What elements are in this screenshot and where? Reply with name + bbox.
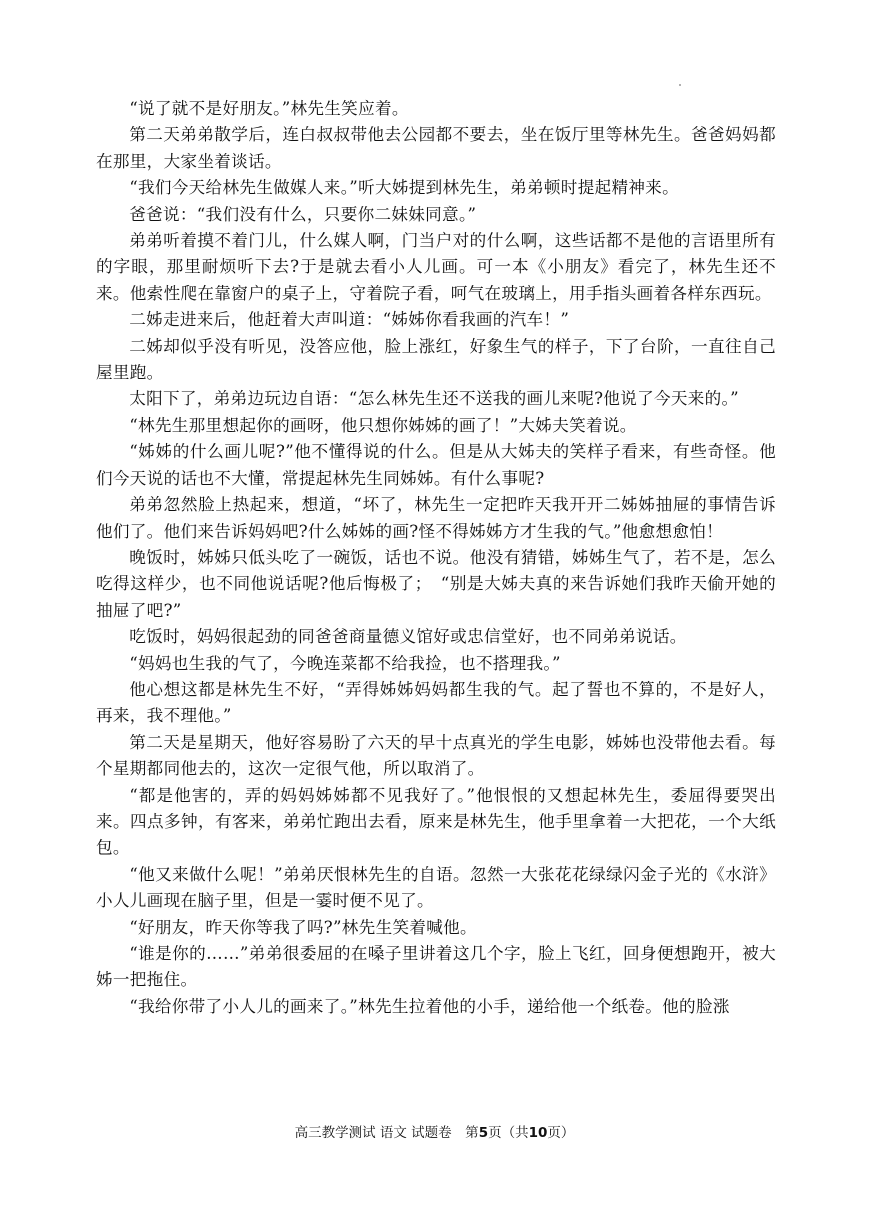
footer-exam-title: 高三教学测试 语文 试题卷 第 [294,1125,479,1141]
paragraph: 爸爸说：“我们没有什么，只要你二妹妹同意。” [129,204,477,224]
paragraph: 太阳下了，弟弟边玩边自语：“怎么林先生还不送我的画儿来呢?他说了今天来的。” [129,389,739,409]
paragraph: “说了就不是好朋友。”林先生笑应着。 [129,99,409,118]
paragraph: “我给你带了小人儿的画来了。”林先生拉着他的小手，递给他一个纸卷。他的脸涨 [129,996,730,1016]
paragraph: 弟弟忽然脸上热起来，想道，“坏了，林先生一定把昨天我开开二姊姊抽屉的事情告诉他们了。他们来告诉妈妈吧?什么姊姊的画?怪不得姊姊方才生我的气。”他愈想愈怕！ [96,495,776,541]
paragraph: 二姊走进来后，他赶着大声叫道：“姊姊你看我画的汽车！” [129,310,570,330]
paragraph: “好朋友，昨天你等我了吗?”林先生笑着喊他。 [129,917,477,937]
paragraph: 弟弟听着摸不着门儿，什么媒人啊，门当户对的什么啊，这些话都不是他的言语里所有的字眼，那里耐烦听下去?于是就去看小人儿画。可一本《小朋友》看完了，林先生还不来。他索性爬在靠窗户的桌子上，守着院子看，呵气在玻璃上，用手指头画着各样东西玩。 [96,231,776,303]
footer-page-suffix: 页） [547,1125,575,1141]
paragraph: 第二天弟弟散学后，连白叔叔带他去公园都不要去，坐在饭厅里等林先生。爸爸妈妈都在那里，大家坐着谈话。 [96,125,776,171]
paragraph: “妈妈也生我的气了，今晚连菜都不给我捡，也不搭理我。” [129,653,561,673]
paragraph: “姊姊的什么画儿呢?”他不懂得说的什么。但是从大姊夫的笑样子看来，有些奇怪。他们今天说的话也不大懂，常提起林先生同姊姊。有什么事呢? [96,442,776,488]
paragraph: “谁是你的……”弟弟很委屈的在嗓子里讲着这几个字，脸上飞红，回身便想跑开，被大姊一把拖住。 [96,944,776,990]
paragraph: 二姊却似乎没有听见，没答应他，脸上涨红，好象生气的样子，下了台阶，一直往自己屋里跑。 [96,336,776,383]
paragraph: 吃饭时，妈妈很起劲的同爸爸商量德义馆好或忠信堂好，也不同弟弟说话。 [129,627,687,647]
paragraph: “他又来做什么呢！”弟弟厌恨林先生的自语。忽然一大张花花绿绿闪金子光的《水浒》小人儿画现在脑子里，但是一霎时便不见了。 [96,864,776,911]
paragraph: 第二天是星期天，他好容易盼了六天的早十点真光的学生电影，姊姊也没带他去看。每个星期都同他去的，这次一定很气他，所以取消了。 [96,732,776,779]
article-body [96,96,776,1020]
footer-page-separator: 页（共 [488,1125,529,1141]
paragraph: 他心想这都是林先生不好，“弄得姊姊妈妈都生我的气。起了誓也不算的，不是好人，再来，我不理他。” [96,679,776,726]
scan-speck [679,84,681,86]
page-footer [0,1124,869,1142]
paragraph: “都是他害的，弄的妈妈姊姊都不见我好了。”他恨恨的又想起林先生，委屈得要哭出来。四点多钟，有客来，弟弟忙跑出去看，原来是林先生，他手里拿着一大把花，一个大纸包。 [96,785,776,858]
paragraph: “林先生那里想起你的画呀，他只想你姊姊的画了！”大姊夫笑着说。 [129,415,637,435]
footer-total-pages: 10 [528,1125,548,1141]
footer-page-number: 5 [478,1125,489,1141]
paragraph: 晚饭时，姊姊只低头吃了一碗饭，话也不说。他没有猜错，姊姊生气了，若不是，怎么吃得这样少，也不同他说话呢?他后悔极了； “别是大姊夫真的来告诉她们我昨天偷开她的抽屉了吧?” [96,547,776,620]
paragraph: “我们今天给林先生做媒人来。”听大姊提到林先生，弟弟顿时提起精神来。 [129,178,680,198]
